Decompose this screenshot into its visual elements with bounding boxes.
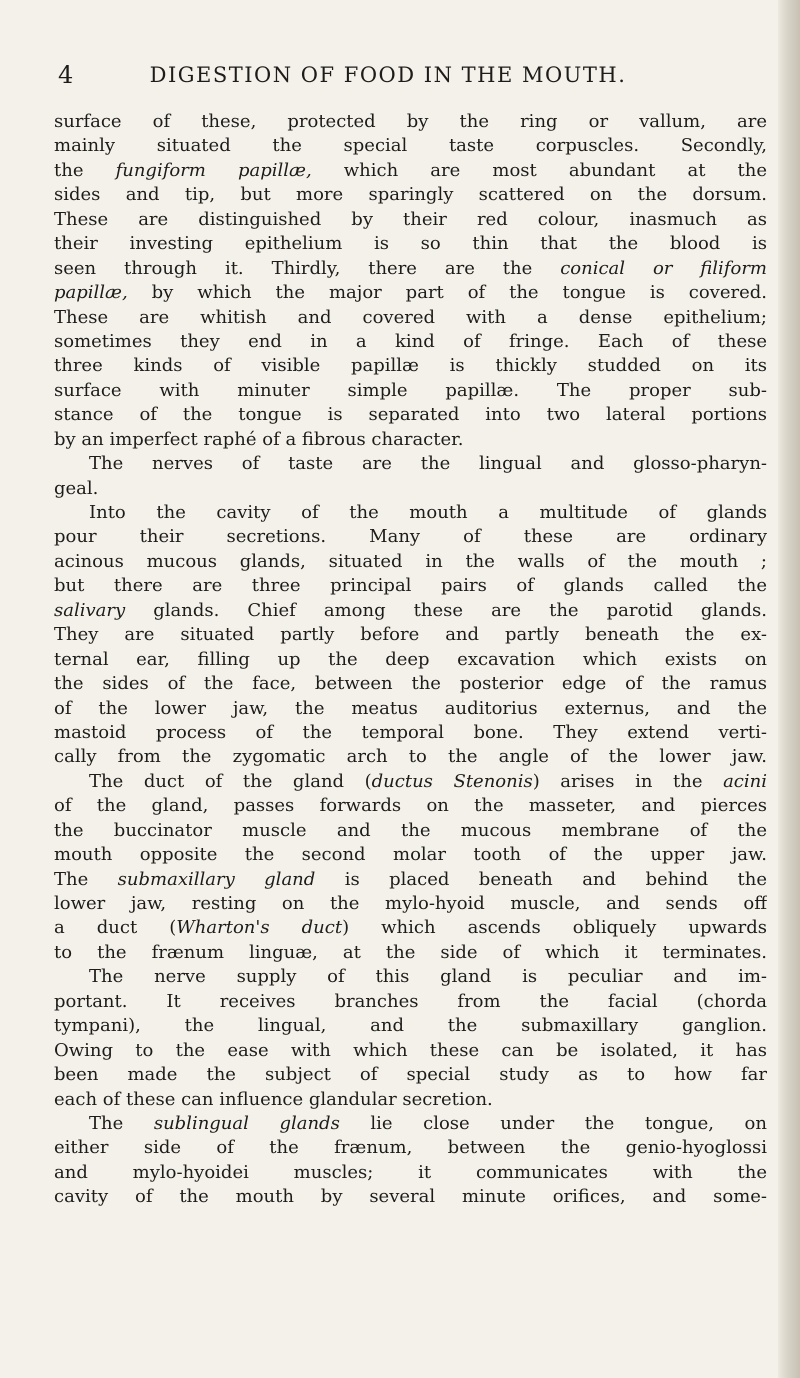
text-run: each of these can influence glandular secretion. bbox=[54, 1088, 493, 1110]
body-text bbox=[54, 110, 767, 1210]
text-run: geal. bbox=[54, 477, 99, 499]
text-line bbox=[54, 159, 767, 183]
text-line bbox=[54, 354, 767, 378]
page-number: 4 bbox=[58, 61, 74, 89]
text-run: the buccinator muscle and the mucous membrane of the bbox=[54, 819, 767, 841]
italic-term: papillæ, bbox=[54, 282, 128, 304]
text-run: their investing epithelium is so thin that the blood is bbox=[54, 233, 767, 255]
text-line bbox=[54, 134, 767, 158]
text-run: of the lower jaw, the meatus auditorius externus, and the bbox=[54, 697, 767, 719]
text-run: stance of the tongue is separated into two lateral portions bbox=[54, 404, 767, 426]
text-run: These are whitish and covered with a dense epithelium; bbox=[54, 306, 767, 328]
text-run: lower jaw, resting on the mylo-hyoid muscle, and sends off bbox=[54, 893, 767, 914]
text-line bbox=[54, 379, 767, 403]
text-run: been made the subject of special study as to how far bbox=[54, 1064, 767, 1086]
italic-term: Wharton's duct bbox=[176, 917, 343, 939]
text-line bbox=[54, 672, 767, 696]
text-run: three kinds of visible papillæ is thickly studded on its bbox=[54, 355, 767, 377]
text-line bbox=[54, 623, 767, 647]
text-line bbox=[54, 428, 767, 452]
text-run: is placed beneath and behind the bbox=[315, 868, 767, 890]
text-line bbox=[54, 721, 767, 745]
text-run: These are distinguished by their red colour, inasmuch as bbox=[54, 208, 767, 230]
text-line bbox=[54, 843, 767, 867]
text-run: ternal ear, filling up the deep excavation which exists on bbox=[54, 648, 767, 670]
text-line bbox=[54, 452, 767, 476]
text-run: a duct ( bbox=[54, 917, 177, 939]
text-line bbox=[54, 745, 767, 769]
text-run: The bbox=[89, 1112, 154, 1134]
text-line bbox=[54, 501, 767, 525]
text-run: Owing to the ease with which these can be isolated, it has bbox=[54, 1039, 767, 1061]
text-run: lie close under the tongue, on bbox=[339, 1112, 767, 1134]
text-line bbox=[54, 1014, 767, 1038]
text-run: the bbox=[54, 159, 116, 181]
text-line bbox=[54, 1088, 767, 1112]
text-run: sometimes they end in a kind of fringe. Each of these bbox=[54, 330, 767, 352]
text-run: cavity of the mouth by several minute orifices, and some- bbox=[54, 1186, 767, 1208]
text-run: mastoid process of the temporal bone. They extend verti- bbox=[54, 721, 767, 743]
text-run: surface with minuter simple papillæ. The proper sub- bbox=[54, 379, 767, 401]
italic-term: salivary bbox=[54, 599, 126, 621]
text-run: portant. It receives branches from the facial (chorda bbox=[54, 990, 767, 1012]
text-line bbox=[54, 1063, 767, 1087]
text-line bbox=[54, 110, 767, 134]
text-line bbox=[54, 477, 767, 501]
text-run: either side of the frænum, between the genio-hyoglossi bbox=[54, 1137, 767, 1159]
text-run: seen through it. Thirdly, there are the bbox=[54, 257, 561, 279]
text-line bbox=[54, 1039, 767, 1063]
text-run: mouth opposite the second molar tooth of the upper jaw. bbox=[54, 844, 767, 866]
text-run: by an imperfect raphé of a fibrous character. bbox=[54, 428, 464, 450]
italic-term: submaxillary gland bbox=[117, 868, 316, 890]
text-line bbox=[54, 183, 767, 207]
text-run: ) arises in the bbox=[532, 770, 724, 792]
text-run: by which the major part of the tongue is covered. bbox=[127, 282, 767, 304]
text-run: to the frænum linguæ, at the side of which it terminates. bbox=[54, 941, 767, 963]
running-head: DIGESTION OF FOOD IN THE MOUTH. bbox=[149, 63, 627, 87]
italic-term: acini bbox=[723, 770, 767, 792]
text-line bbox=[54, 941, 767, 965]
text-line bbox=[54, 257, 767, 281]
text-line bbox=[54, 525, 767, 549]
text-run: of the gland, passes forwards on the masseter, and pierces bbox=[54, 795, 767, 817]
italic-term: fungiform papillæ, bbox=[115, 159, 312, 181]
text-line bbox=[54, 819, 767, 843]
text-run: tympani), the lingual, and the submaxillary ganglion. bbox=[54, 1015, 767, 1037]
text-line bbox=[54, 403, 767, 427]
text-run: surface of these, protected by the ring or vallum, are bbox=[54, 111, 767, 132]
text-run: but there are three principal pairs of glands called the bbox=[54, 575, 767, 597]
text-line bbox=[54, 1136, 767, 1160]
text-line bbox=[54, 868, 767, 892]
text-run: ) which ascends obliquely upwards bbox=[342, 917, 767, 939]
text-run: The nerve supply of this gland is peculiar and im- bbox=[89, 966, 767, 988]
text-line bbox=[54, 208, 767, 232]
text-line bbox=[54, 574, 767, 598]
text-run: They are situated partly before and partly beneath the ex- bbox=[54, 624, 767, 646]
text-line bbox=[54, 794, 767, 818]
text-run: The duct of the gland ( bbox=[89, 770, 372, 792]
text-run: The nerves of taste are the lingual and glosso-pharyn- bbox=[89, 453, 767, 475]
text-run: which are most abundant at the bbox=[311, 159, 767, 181]
italic-term: conical or filiform bbox=[560, 257, 767, 279]
text-line bbox=[54, 330, 767, 354]
text-line bbox=[54, 648, 767, 672]
text-line bbox=[54, 306, 767, 330]
page-header bbox=[58, 60, 718, 94]
text-line bbox=[54, 281, 767, 305]
text-line bbox=[54, 232, 767, 256]
text-line bbox=[54, 1161, 767, 1185]
text-line bbox=[54, 599, 767, 623]
text-line bbox=[54, 892, 767, 916]
text-line bbox=[54, 916, 767, 940]
text-run: cally from the zygomatic arch to the angle of the lower jaw. bbox=[54, 746, 767, 768]
text-run: glands. Chief among these are the parotid glands. bbox=[125, 599, 767, 621]
text-run: sides and tip, but more sparingly scattered on the dorsum. bbox=[54, 184, 767, 206]
text-line bbox=[54, 990, 767, 1014]
text-line bbox=[54, 965, 767, 989]
text-line bbox=[54, 550, 767, 574]
text-line bbox=[54, 1112, 767, 1136]
text-line bbox=[54, 770, 767, 794]
text-run: the sides of the face, between the posterior edge of the ramus bbox=[54, 673, 767, 695]
text-run: Into the cavity of the mouth a multitude of glands bbox=[89, 502, 767, 523]
page-edge-shadow bbox=[778, 0, 800, 1378]
text-run: acinous mucous glands, situated in the walls of the mouth ; bbox=[54, 550, 767, 572]
text-line bbox=[54, 697, 767, 721]
text-run: pour their secretions. Many of these are ordinary bbox=[54, 526, 767, 548]
text-run: mainly situated the special taste corpuscles. Secondly, bbox=[54, 135, 767, 157]
text-run: and mylo-hyoidei muscles; it communicates with the bbox=[54, 1161, 767, 1183]
text-run: The bbox=[54, 868, 118, 890]
italic-term: ductus Stenonis bbox=[371, 770, 533, 792]
text-line bbox=[54, 1185, 767, 1209]
italic-term: sublingual glands bbox=[153, 1112, 340, 1134]
